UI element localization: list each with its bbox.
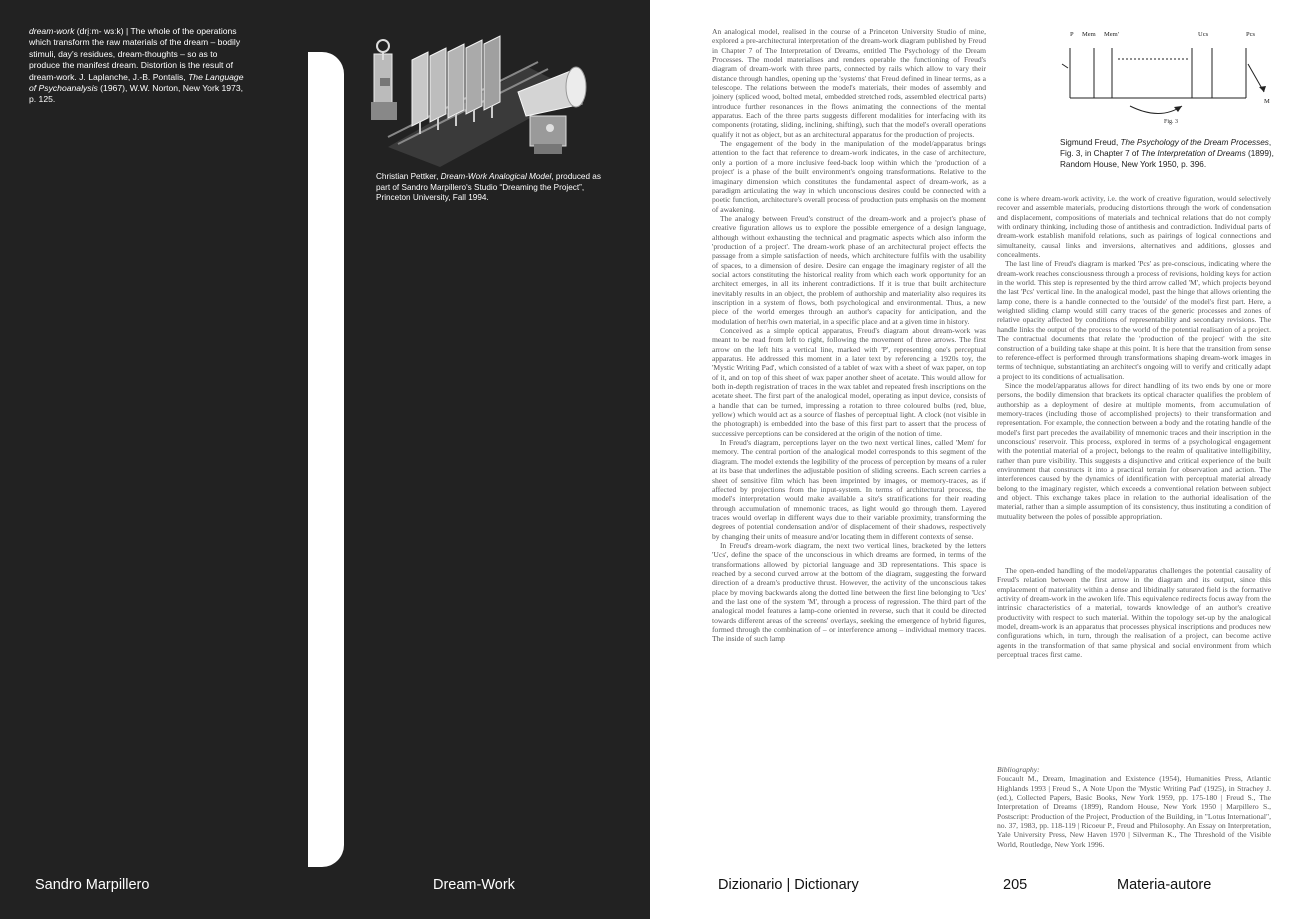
definition-term: dream-work xyxy=(29,26,75,36)
bibliography-text: Foucault M., Dream, Imagination and Existence (1954), Humanities Press, Atlantic Highlands 1993 | Freud S., A Note Upon the 'Mystic Writing Pad' (1925), in Strachey J. (ed.), Collected Papers, Basic Books, New York 1959, pp. 175-180 | Freud S., The Interpretation of Dreams (1899), Random House, New York 1950 | Marpillero S., Postscript: Production of the Project, Production of the Building, in "Lotus International", no. 37, 1983, pp. 118-119 | Ricoeur P., Freud and Philosophy. An Essay on Interpretation, Yale University Press, New Haven 1970 | Silverman K., The Threshold of the Visible World, Routledge, New York 1996. xyxy=(997,774,1271,849)
figure-caption-book: The Interpretation of Dreams xyxy=(1141,148,1246,158)
paragraph: The engagement of the body in the manipulation of the model/apparatus brings attention to the fact that reference to dream-work indicates, in the case of architecture, only a portion of a more inclusive feed-back loop within which the 'production of a project' is a phase of the built environment's ongoing transformations. Relative to the imaginary dimension which constitutes the fundamental aspect of dream-work, as a paradigm articulating the way in which unconscious desires could be connected with a poetic function, architecture's overall process of production puts emphasis on the moment of awakening. xyxy=(712,139,986,214)
paragraph: Conceived as a simple optical apparatus, Freud's diagram about dream-work was meant to be read from left to right, following the movement of three arrows. The first arrow on the left hits a vertical line, marked with 'P', representing one's perceptual apparatus. He addressed this moment in a later text by referencing a 1920s toy, the 'Mystic Writing Pad', which consisted of a tablet of wax with a sheet of wax paper, on top of it, and on top of this sheet of wax paper another sheet of acetate. This would allow for both in-depth registration of traces in the wax tablet and repeated fresh inscriptions on the acetate sheet. The first part of the analogical model, operating as input device, consists of a handle that can be turned, impressing a rotation to three coloured bulbs (red, blue, yellow) which would act as a source of flashes of perceptual light. A clock (not visible in the photograph) is embedded into the base of this first part to assert that the process of successive perceptions can be considered at the origin of the notion of time. xyxy=(712,326,986,438)
decorative-white-bar xyxy=(308,52,344,867)
body-column-1 xyxy=(712,27,986,865)
page-number: 205 xyxy=(1003,877,1028,893)
dream-work-model-photo xyxy=(368,32,593,167)
figure-caption-mid: , Fig. 3, in Chapter 7 of xyxy=(1060,138,1272,158)
definition-book-title: The Language of Psychoanalysis xyxy=(29,71,244,94)
footer-article-title: Dream-Work xyxy=(433,877,515,893)
caption-rest: , produced as part of Sandro Marpillero's Studio “Dreaming the Project”, Princeton University, Fall 1994. xyxy=(376,172,601,203)
caption-credit: Christian Pettker, xyxy=(376,172,441,181)
paragraph: The last line of Freud's diagram is marked 'Pcs' as pre-conscious, indicating where the dream-work reaches consciousness through a process of revisions, holding keys for action in the world. This step is represented by the third arrow called 'M', which projects beyond the last 'Pcs' vertical line. In the analogical model, past the hinge that allows orienting the lamp cone, there is a handle connected to the 'outside' of the model's first part. Here, a weighted sliding clamp would still carry traces of the generic processes and zones of relative opacity affected by conditions of representability and secondary revisions. The handle links the output of the process to the world of the potential realisation of a project. The contractual documents that relate the 'production of the project' with the site construction of a building take shape at this point. It is here that the transition from sense to reference-effect is performed through transformations shaping dream-work images in terms of technique, substantiating an architect's ongoing will to verify and critically adapt a project to its conditions of actualisation. xyxy=(997,259,1271,381)
footer-section: Dizionario | Dictionary xyxy=(718,877,859,893)
bibliography-heading: Bibliography: xyxy=(997,765,1040,774)
paragraph: In Freud's dream-work diagram, the next two vertical lines, bracketed by the letters 'Ucs', define the space of the unconscious in which dreams are formed, in terms of the transformations allowed by pictorial language and 3D representations. This space is reached by a second curved arrow at the bottom of the diagram, suggesting the forward direction of a dream's productive thrust. However, the activity of the unconscious takes place by moving backwards along the dotted line between the first line belonging to 'Ucs' and the last one of the system 'M', through a process of regression. The third part of the analogical model features a lamp-cone oriented in reverse, such that it could be directed towards different areas of the screens' overlays, seeking the emergence of hybrid figures, formed through the combination of – or interference among – individual memory traces. The inside of such lamp xyxy=(712,540,986,644)
definition-text: | The whole of the operations which transform the raw materials of the dream – bodily stimuli, day's residues, dream-thoughts – so as to produce the manifest dream. Distortion is the result of dream-work. J. Laplanche, J.-B. Pontalis, xyxy=(29,26,241,82)
paragraph: The analogy between Freud's construct of the dream-work and a project's phase of creative figuration allows us to explore the possible emergence of a design language, although without exhausting the technical and pragmatic aspects which also inform the 'production of a project'. The dream-work phase of an architectural project effects the passage from a simple satisfaction of needs, which architecture fulfils with the usability of spaces, to a dimension of desire. Desire can engage the imaginary register of all the social actors constituting the historical reality from which each work opportunity for an architect emerges, in all its inherent contradictions. If it is true that built architecture inevitably results in an object, the problem of authorship and materiality also requires its inscription in a system of flows, both psychological and environmental. Thus, a new piece of the world emerges through an author's capacity for anticipation, and the modulation of her/his own material, in a specific place and at a given time in history. xyxy=(712,213,986,326)
diagram-label-m: M xyxy=(1264,98,1270,105)
freud-diagram xyxy=(1060,26,1275,126)
paragraph: The open-ended handling of the model/apparatus challenges the potential causality of Freud's relation between the first arrow in the diagram and its output, since this emplacement of materiality within a dense and libidinally saturated field is the formative activity of dream-work in the awoken life. This equivalence redirects focus away from the intrinsic characteristics of a material, towards knowledge of an author's creative productivity with respect to such material. Within the topology set-up by the analogical model, dream-work is an apparatus that processes physical inscriptions and produces new configurations which, in turn, through the realisation of a project, can become active agents in the transformation of that same physical and social environment from which perceptual traces first came. xyxy=(997,566,1271,660)
footer-category: Materia-autore xyxy=(1117,877,1212,893)
diagram-label-mem: Mem xyxy=(1082,31,1096,38)
footer-author: Sandro Marpillero xyxy=(35,877,150,893)
figure-caption-author: Sigmund Freud, xyxy=(1060,138,1121,147)
diagram-label-p: P xyxy=(1070,31,1074,38)
diagram-label-pcs: Pcs xyxy=(1246,31,1256,38)
bibliography xyxy=(997,765,1271,849)
paragraph: Since the model/apparatus allows for direct handling of its two ends by one or more persons, the bodily dimension that brackets its optical character qualifies the problem of authorship as a deployment of desire at multiple moments, from accumulation of memory-traces (including those of accomplished projects) to their transformation and representation. For example, the connection between a body and the rotating handle of the model's first part precedes the availability of mnemonic traces and their inscription in the unconscious' reservoir. This process, explored in terms of a psychological engagement with the potential material of a project, belongs to the realm of qualitative intelligibility, rather than pure visibility. This suggests a disjunctive and critical experience of the built environment that constructs it into a practical terrain for observation and action. The interferences caused by the dynamics of identification with perceptual material already belong to the imaginary register, which exceeds a conventional relation between subject and object. This exchange takes place in relation to the authorial idealisation of the material, rather than a simple assumption of its consistency, thus instituting a condition of mutuality between the poles of possible appropriation. xyxy=(997,380,1271,521)
caption-title: Dream-Work Analogical Model xyxy=(440,172,552,181)
diagram-figure-number: Fig. 3 xyxy=(1164,119,1179,125)
diagram-label-ucs: Ucs xyxy=(1198,31,1209,38)
definition-pronunciation: (drįːm- wɜːk) xyxy=(76,26,124,36)
photo-caption xyxy=(376,172,616,204)
diagram-caption xyxy=(1060,138,1275,170)
body-column-3 xyxy=(997,566,1271,752)
paragraph: In Freud's diagram, perceptions layer on the two next vertical lines, called 'Mem' for memory. The central portion of the analogical model corresponds to this segment of the diagram. The model extends the legibility of the process of perception by means of a ruler at its base that underlines the adjustable position of sliding screens. Each screen carries a sheet of sensitive film which has been imprinted by images, or memory-traces, as if affected by projections from the input-system. In terms of architectural process, the model's interpretation would make available a site's stratifications for their reading through accumulation of mnemonic traces, as light would go through them. Layered traces would overlap in different ways due to their variable proximity, transforming the degrees of potential condensation and/or of displacement of their shadows, respectively by changing their units of measure and/or locating them in different contexts of sense. xyxy=(712,438,986,541)
figure-caption-rest: (1899), Random House, New York 1950, p. 396. xyxy=(1060,148,1274,169)
paragraph: An analogical model, realised in the course of a Princeton University Studio of mine, explored a pre-architectural interpretation of the dream-work diagram published by Freud in Chapter 7 of The Interpretation of Dreams, entitled The Psychology of the Dream Processes. The model materialises and renders operable the functioning of Freud's diagram of dream-work with three parts, connected by rails which allow to vary their distance through handles, opening up the 'systems' that Freud defined in linear terms, as a telescope. The relations between the model's materials, their modes of assembly and joinery (spliced wood, bolted metal, embedded stretched rods, assembled electrical parts) introduce further resonances in the flows animating the connections of the mental apparatus. Each of the three parts suggests different modalities for interfacing with its components (rotating, sliding, inclining, shifting), such that the model's overall operations qualify it not as object, but as an architectural apparatus for the production of projects. xyxy=(712,27,986,139)
figure-caption-title: The Psychology of the Dream Processes xyxy=(1120,138,1269,147)
definition-citation: (1967), W.W. Norton, New York 1973, p. 125. xyxy=(29,83,244,105)
body-column-2 xyxy=(997,194,1271,566)
dictionary-definition xyxy=(29,26,247,106)
paragraph: cone is where dream-work activity, i.e. the work of creative figuration, would selectively recover and assemble materials, producing distortions through the work of condensation and displacement, compositions of materials and technical relations that do not comply with ordinary thinking, including those of antithesis and contradiction. Individual parts of dream-work establish manifold relations, such as pairings of logical connections and simultaneity, causal links and inversions, alternatives and additions, glosses and concealments. xyxy=(997,194,1271,260)
diagram-label-mem2: Mem' xyxy=(1104,31,1119,38)
